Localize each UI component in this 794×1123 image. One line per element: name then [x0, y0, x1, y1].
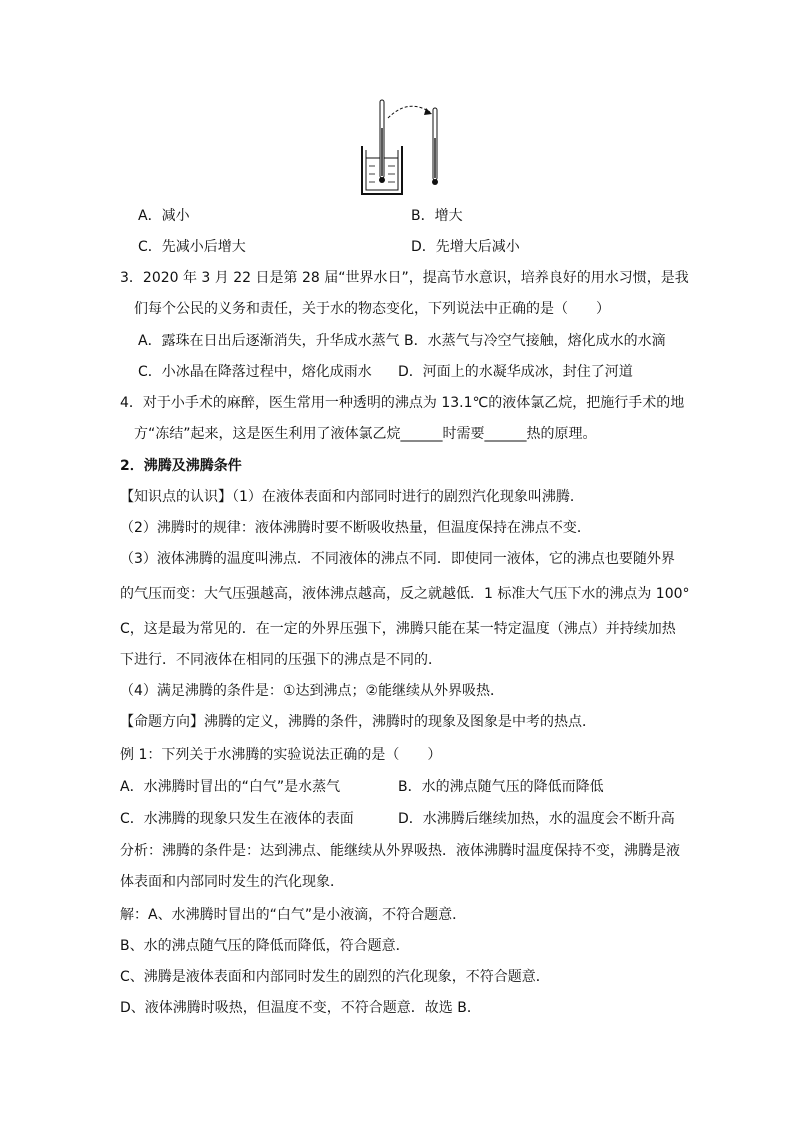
q3-option-c: C．小冰晶在降落过程中，熔化成雨水 [138, 364, 372, 380]
solution-c: C、沸腾是液体表面和内部同时发生的剧烈的汽化现象，不符合题意． [120, 969, 550, 985]
knowledge-point-4: （4）满足沸腾的条件是：①达到沸点；②能继续从外界吸热． [120, 683, 505, 699]
q3-stem-line2: 们每个公民的义务和责任，关于水的物态变化，下列说法中正确的是（ ） [134, 301, 610, 317]
knowledge-point-2: （2）沸腾时的规律：液体沸腾时要不断吸收热量，但温度保持在沸点不变． [120, 520, 591, 536]
thermometer-beaker-figure [358, 98, 438, 198]
knowledge-point-3-line2: 的气压而变：大气压强越高，液体沸点越高，反之就越低．1 标准大气压下水的沸点为 100° [120, 586, 690, 602]
example-option-d: D．水沸腾后继续加热，水的温度会不断升高 [398, 811, 675, 827]
dashed-arrow-icon [388, 106, 432, 118]
example-stem: 例 1：下列关于水沸腾的实验说法正确的是（ ） [120, 747, 442, 763]
knowledge-point-3-line1: （3）液体沸腾的温度叫沸点．不同液体的沸点不同．即使同一液体，它的沸点也要随外界 [120, 551, 675, 567]
q2-option-c: C．先减小后增大 [138, 239, 246, 255]
knowledge-point-3-line3: C，这是最为常见的．在一定的外界压强下，沸腾只能在某一特定温度（沸点）并持续加热 [120, 621, 676, 637]
q3-stem-line1: 3．2020 年 3 月 22 日是第 28 届“世界水日”，提高节水意识，培养良好的用水习惯，是我 [120, 270, 689, 286]
solution-b: B、水的沸点随气压的降低而降低，符合题意． [120, 938, 410, 954]
q3-options-ab: A．露珠在日出后逐渐消失，升华成水蒸气 B．水蒸气与冷空气接触，熔化成水的水滴 [138, 333, 666, 349]
analysis-line1: 分析：沸腾的条件是：达到沸点、能继续从外界吸热．液体沸腾时温度保持不变，沸腾是液 [120, 843, 680, 859]
q2-option-d: D．先增大后减小 [411, 239, 520, 255]
thermometer-in-beaker-icon [379, 100, 385, 183]
knowledge-point-1: 【知识点的认识】（1）在液体表面和内部同时进行的剧烈汽化现象叫沸腾． [120, 489, 584, 505]
q2-option-a: A．减小 [138, 208, 190, 224]
q4-stem-line2: 方“冻结”起来，这是医生利用了液体氯乙烷______时需要______热的原理。 [134, 426, 597, 442]
knowledge-point-3-line4: 下进行．不同液体在相同的压强下的沸点是不同的． [120, 652, 442, 668]
proposition-direction: 【命题方向】沸腾的定义，沸腾的条件，沸腾时的现象及图象是中考的热点． [120, 714, 596, 730]
thermometer-removed-icon [432, 108, 438, 185]
q3-option-d: D．河面上的水凝华成冰，封住了河道 [398, 364, 633, 380]
solution-d: D、液体沸腾时吸热，但温度不变，不符合题意．故选 B． [120, 1000, 481, 1016]
example-option-c: C．水沸腾的现象只发生在液体的表面 [120, 811, 354, 827]
q2-option-b: B．增大 [411, 208, 463, 224]
solution-a: 解：A、水沸腾时冒出的“白气”是小液滴，不符合题意． [120, 907, 467, 923]
q4-stem-line1: 4．对于小手术的麻醉，医生常用一种透明的沸点为 13.1℃的液体氯乙烷，把施行手术的地 [120, 395, 685, 411]
example-option-b: B．水的沸点随气压的降低而降低 [398, 779, 604, 795]
section-heading: 2．沸腾及沸腾条件 [120, 458, 242, 474]
example-option-a: A．水沸腾时冒出的“白气”是水蒸气 [120, 779, 341, 795]
analysis-line2: 体表面和内部同时发生的汽化现象． [120, 874, 344, 890]
